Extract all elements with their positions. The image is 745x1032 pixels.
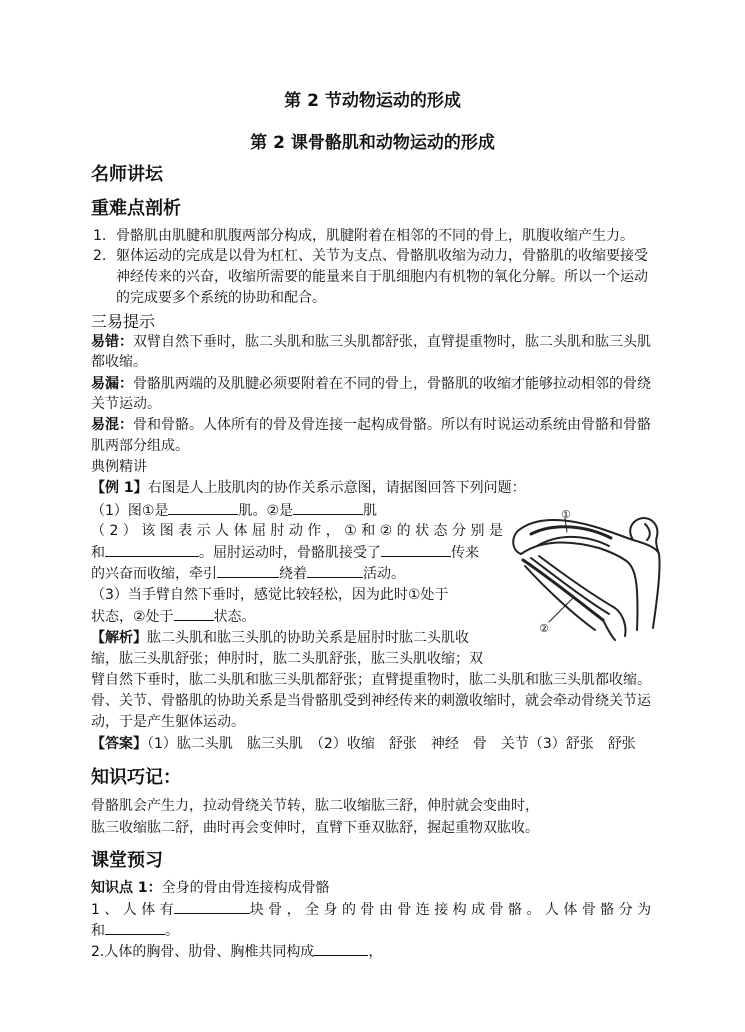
example-question-text: 右图是人上肢肌肉的协作关系示意图，请据图回答下列问题：	[147, 480, 526, 496]
key-points-heading: 重难点剖析	[91, 198, 181, 219]
analysis-cont: 臂自然下垂时，肱二头肌和肱三头肌都舒张；直臂提重物时，肱二头肌和肱三头肌都收缩。	[91, 672, 651, 688]
memory-line: 肱三收缩肱二舒，曲时再会变伸时，直臂下垂双肱舒，握起重物双肱收。	[91, 820, 539, 836]
q3-text-b: 状态，②处于	[91, 609, 174, 625]
example-question	[91, 478, 526, 498]
three-tips-heading: 三易提示	[91, 312, 156, 331]
tip-omission	[91, 374, 651, 394]
question-3: （3）当手臂自然下垂时，感觉比较轻松，因为此时①处于	[91, 587, 449, 603]
tip-omission-text: 骨骼肌两端的及肌腱必须要附着在不同的骨上，骨骼肌的收缩才能够拉动相邻的骨绕	[133, 376, 651, 392]
question-2-cont	[91, 542, 479, 563]
q2-text-d: 传来	[451, 545, 479, 561]
tip-error-text: 双臂自然下垂时，肱二头肌和肱三头肌都舒张，直臂提重物时，肱二头肌和肱三头肌	[133, 334, 651, 350]
analysis-cont: 动，于是产生躯体运动。	[91, 714, 245, 730]
list-item-num: 1.	[93, 228, 107, 244]
answer	[91, 734, 636, 754]
answer-blank[interactable]	[217, 563, 279, 578]
q2-text-g: 活动。	[363, 566, 405, 582]
knowledge-point-text: 全身的骨由骨连接构成骨骼	[161, 880, 330, 896]
tip-error-cont: 都收缩。	[91, 354, 147, 370]
tip-confusion	[91, 415, 651, 435]
memory-heading: 知识巧记：	[91, 767, 181, 788]
question-3-cont	[91, 606, 256, 627]
tip-confusion-cont: 肌两部分组成。	[91, 438, 189, 454]
answer-text: （1）肱二头肌 肱三头肌 （2）收缩 舒张 神经 骨 关节（3）舒张 舒张	[147, 736, 636, 752]
arm-muscle-illustration	[507, 510, 667, 645]
question-2-cont2	[91, 563, 405, 584]
preview-heading: 课堂预习	[91, 850, 163, 871]
tip-error	[91, 332, 651, 352]
analysis-cont: 骨、关节、骨骼肌的协助关系是当骨骼肌受到神经传来的刺激收缩时，就会牵动骨绕关节运	[91, 693, 651, 709]
analysis-text: 肱二头肌和肱三头肌的协助关系是屈肘时肱二头肌收	[147, 630, 469, 646]
item1-text-a: 1 、 人 体 有	[91, 902, 174, 918]
preview-item-1-cont	[91, 920, 179, 941]
answer-blank[interactable]	[307, 563, 363, 578]
answer-blank[interactable]	[105, 542, 199, 557]
answer-blank[interactable]	[105, 920, 165, 935]
q3-text-c: 状态。	[213, 609, 256, 625]
memory-line: 骨骼肌会产生力，拉动骨绕关节转，肱二收缩肱三舒，伸肘就会变曲时，	[91, 798, 539, 814]
tip-error-label: 易错：	[91, 334, 133, 350]
arm-muscle-figure	[507, 510, 667, 645]
answer-blank[interactable]	[381, 542, 451, 557]
list-item-cont: 神经传来的兴奋，收缩所需要的能量来自于肌细胞内有机物的氧化分解。所以一个运动	[116, 269, 648, 285]
page-title: 第 2 节动物运动的形成	[284, 91, 461, 111]
tip-confusion-text: 骨和骨骼。人体所有的骨及骨连接一起构成骨骼。所以有时说运动系统由骨骼和骨骼	[133, 417, 651, 433]
list-item: 骨骼肌由肌腱和肌腹两部分构成，肌腱附着在相邻的不同的骨上，肌腹收缩产生力。	[116, 228, 634, 244]
answer-blank[interactable]	[174, 606, 214, 621]
example-heading: 典例精讲	[91, 459, 147, 475]
figure-label-1: ①	[561, 510, 571, 521]
knowledge-point-label: 知识点 1：	[91, 880, 162, 896]
item1-text-d: 。	[165, 923, 179, 939]
list-item-cont: 的完成要多个系统的协助和配合。	[116, 290, 326, 306]
analysis	[91, 628, 469, 648]
q1-text-c: 肌	[363, 503, 378, 519]
item1-text-b: 块 骨 ， 全 身 的 骨 由 骨 连 接 构 成 骨 骼 。 人 体 骨 骼 分 为	[249, 902, 652, 918]
knowledge-point	[91, 878, 330, 898]
tip-omission-cont: 关节运动。	[91, 396, 161, 412]
item2-text-a: 2.人体的胸骨、肋骨、胸椎共同构成	[91, 944, 315, 960]
q1-text-a: （1）图①是	[91, 503, 169, 519]
tip-omission-label: 易漏：	[91, 376, 133, 392]
preview-item-1	[91, 899, 651, 920]
list-item: 躯体运动的完成是以骨为杠杠、关节为支点、骨骼肌收缩为动力，骨骼肌的收缩要接受	[116, 248, 648, 264]
answer-blank[interactable]	[174, 899, 250, 914]
question-1	[91, 500, 377, 521]
item2-text-b: ，	[368, 944, 383, 960]
q1-text-b: 肌。②是	[238, 503, 294, 519]
question-2: （ 2 ） 该 图 表 示 人 体 屈 肘 动 作 ， ① 和 ② 的 状 态 分 别 是	[91, 523, 503, 539]
analysis-cont: 缩，肱三头肌舒张；伸肘时，肱二头肌舒张，肱三头肌收缩；双	[91, 651, 483, 667]
lesson-subtitle: 第 2 课骨骼肌和动物运动的形成	[250, 133, 495, 153]
q2-text-c: 。屈肘运动时，骨骼肌接受了	[199, 545, 381, 561]
analysis-label: 【解析】	[91, 630, 147, 646]
preview-item-2	[91, 941, 382, 962]
example-label: 【例 1】	[91, 480, 148, 496]
q2-text-f: 绕着	[279, 566, 307, 582]
answer-blank[interactable]	[314, 941, 368, 956]
answer-blank[interactable]	[293, 500, 363, 515]
teacher-heading: 名师讲坛	[91, 164, 163, 185]
list-item-num: 2.	[93, 248, 107, 264]
figure-label-2: ②	[539, 622, 549, 635]
q2-text-b: 和	[91, 545, 105, 561]
answer-label: 【答案】	[91, 736, 147, 752]
answer-blank[interactable]	[168, 500, 238, 515]
q2-text-e: 的兴奋而收缩，牵引	[91, 566, 217, 582]
item1-text-c: 和	[91, 923, 105, 939]
tip-confusion-label: 易混：	[91, 417, 133, 433]
